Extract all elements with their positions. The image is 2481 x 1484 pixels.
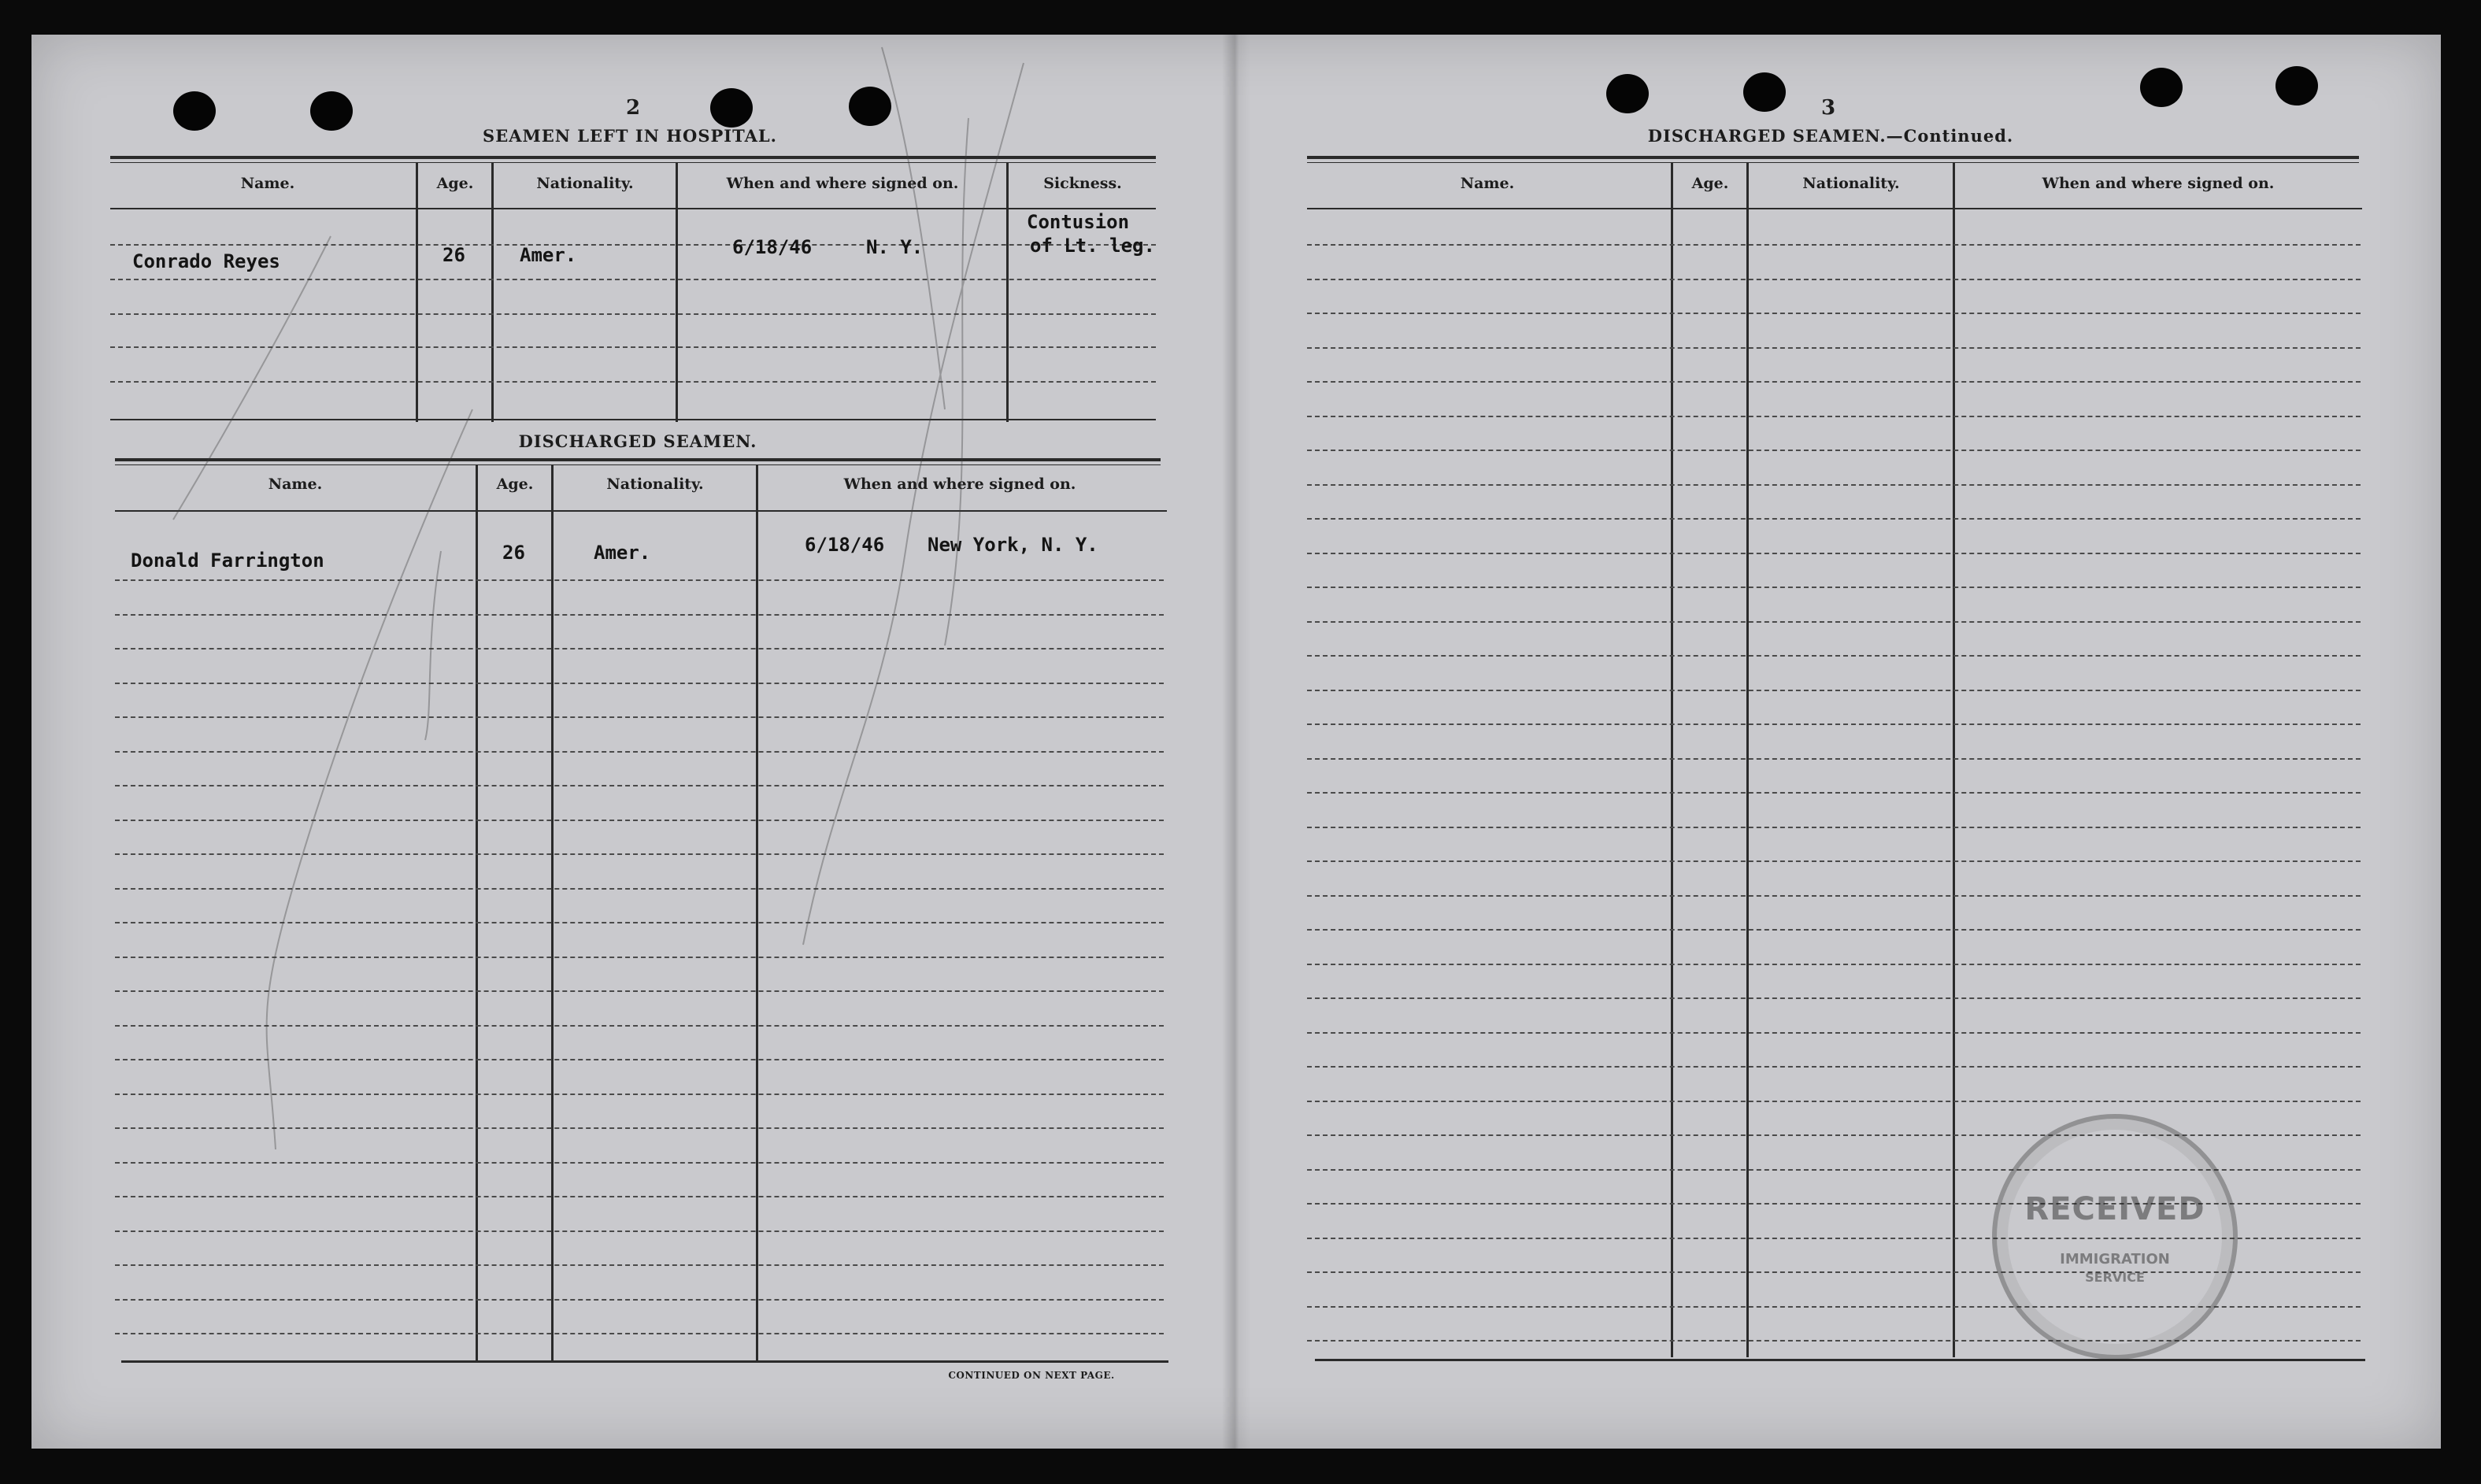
discharged-top-rule	[115, 458, 1161, 461]
punch-hole	[710, 88, 753, 128]
discharged-col-name: Name.	[268, 476, 323, 493]
row-line	[115, 1264, 1164, 1266]
row-line	[1307, 860, 2361, 862]
row-line	[1307, 655, 2361, 657]
hospital-col-signed-on: When and where signed on.	[726, 175, 959, 192]
hospital-divider	[416, 162, 418, 422]
row-line	[1307, 621, 2361, 623]
discharged-col-signed-on: When and where signed on.	[843, 476, 1076, 493]
right-top-rule-thin	[1307, 162, 2359, 163]
row-line	[1307, 381, 2361, 383]
row-line	[1307, 553, 2361, 554]
row-line	[1307, 723, 2361, 725]
discharged-divider	[756, 464, 758, 1360]
row-line	[1307, 997, 2361, 999]
punch-hole	[1743, 72, 1786, 112]
hospital-entry-age: 26	[443, 244, 465, 266]
page-number-left: 2	[625, 96, 641, 120]
punch-hole	[2275, 66, 2318, 105]
hospital-row-line	[110, 313, 1156, 315]
discharged-entry-nationality: Amer.	[594, 542, 651, 564]
discharged-divider	[476, 464, 478, 1360]
row-line	[115, 648, 1164, 649]
hospital-col-age: Age.	[436, 175, 474, 192]
punch-hole	[310, 91, 353, 131]
row-line	[115, 1094, 1164, 1095]
hospital-section-title: SEAMEN LEFT IN HOSPITAL.	[483, 126, 777, 146]
hospital-divider	[676, 162, 678, 422]
hospital-entry-name: Conrado Reyes	[132, 250, 280, 272]
punch-hole	[1606, 74, 1649, 113]
row-line	[1307, 313, 2361, 314]
row-line	[115, 990, 1164, 992]
right-divider	[1953, 162, 1955, 1357]
row-line	[115, 820, 1164, 821]
row-line	[1307, 1066, 2361, 1068]
row-line	[115, 1127, 1164, 1129]
right-top-rule	[1307, 156, 2359, 159]
discharged-entry-name: Donald Farrington	[131, 550, 324, 572]
discharged-header-rule	[115, 510, 1167, 512]
discharged-col-age: Age.	[496, 476, 534, 493]
continued-note: CONTINUED ON NEXT PAGE.	[948, 1370, 1115, 1381]
row-line	[115, 1059, 1164, 1060]
hospital-top-rule-thin	[110, 162, 1156, 163]
hospital-col-nationality: Nationality.	[536, 175, 634, 192]
hospital-entry-signed-date: 6/18/46	[732, 236, 813, 258]
row-line	[115, 785, 1164, 786]
row-line	[115, 853, 1164, 855]
row-line	[1307, 587, 2361, 588]
row-line	[1307, 792, 2361, 794]
row-line	[1307, 929, 2361, 931]
row-line	[1307, 279, 2361, 280]
hospital-row-line	[110, 346, 1156, 348]
hospital-entry-sickness-line2: of Lt. leg.	[1030, 235, 1155, 257]
discharged-divider	[551, 464, 554, 1360]
page-fold	[1222, 35, 1250, 1449]
hospital-entry-signed-place: N. Y.	[866, 236, 924, 258]
discharged-entry-age: 26	[502, 542, 525, 564]
row-line	[115, 1230, 1164, 1232]
stamp-line2-text: IMMIGRATION	[2060, 1251, 2170, 1268]
right-col-name: Name.	[1460, 175, 1515, 192]
discharged-section-title: DISCHARGED SEAMEN.	[518, 431, 757, 451]
row-line	[115, 683, 1164, 684]
right-divider	[1671, 162, 1673, 1357]
row-line	[1307, 964, 2361, 965]
right-col-age: Age.	[1691, 175, 1729, 192]
row-line	[115, 614, 1164, 616]
row-line	[1307, 347, 2361, 349]
hospital-divider	[491, 162, 494, 422]
discharged-bottom-rule	[121, 1360, 1168, 1363]
row-line	[115, 579, 1164, 581]
discharged-top-rule-thin	[115, 464, 1161, 465]
stamp-main-text: RECEIVED	[2024, 1191, 2205, 1227]
row-line	[1307, 1134, 2361, 1136]
row-line	[115, 888, 1164, 890]
hospital-entry-sickness-line1: Contusion	[1027, 211, 1130, 233]
row-line	[115, 1333, 1164, 1334]
row-line	[1307, 244, 2361, 246]
row-line	[1307, 1032, 2361, 1034]
punch-hole	[173, 91, 216, 131]
row-line	[115, 1025, 1164, 1027]
row-line	[115, 1299, 1164, 1301]
hospital-col-name: Name.	[240, 175, 295, 192]
discharged-entry-signed-place: New York, N. Y.	[928, 534, 1098, 556]
right-section-title: DISCHARGED SEAMEN.—Continued.	[1647, 126, 2014, 146]
right-col-signed-on: When and where signed on.	[2042, 175, 2275, 192]
hospital-col-sickness: Sickness.	[1043, 175, 1122, 192]
received-stamp	[1992, 1114, 2238, 1360]
row-line	[1307, 1340, 2361, 1342]
row-line	[115, 1196, 1164, 1197]
row-line	[1307, 895, 2361, 897]
row-line	[115, 716, 1164, 718]
hospital-row-line	[110, 244, 1156, 246]
hospital-row-line	[110, 279, 1156, 280]
hospital-top-rule	[110, 156, 1156, 159]
punch-hole	[849, 87, 891, 126]
row-line	[115, 922, 1164, 923]
row-line	[115, 1162, 1164, 1164]
row-line	[1307, 450, 2361, 451]
right-bottom-rule	[1315, 1359, 2365, 1361]
page-number-right: 3	[1820, 96, 1836, 120]
discharged-entry-signed-date: 6/18/46	[805, 534, 885, 556]
punch-hole	[2140, 68, 2183, 107]
discharged-col-nationality: Nationality.	[606, 476, 704, 493]
right-header-rule	[1307, 208, 2362, 209]
row-line	[1307, 1101, 2361, 1102]
right-col-nationality: Nationality.	[1802, 175, 1900, 192]
hospital-header-rule	[110, 208, 1156, 209]
hospital-entry-nationality: Amer.	[520, 244, 577, 266]
row-line	[115, 751, 1164, 753]
row-line	[1307, 416, 2361, 417]
right-divider	[1746, 162, 1749, 1357]
row-line	[1307, 518, 2361, 520]
hospital-divider	[1006, 162, 1009, 422]
row-line	[1307, 690, 2361, 691]
hospital-row-line	[110, 381, 1156, 383]
stamp-line3-text: SERVICE	[2085, 1270, 2145, 1285]
row-line	[1307, 827, 2361, 828]
row-line	[115, 957, 1164, 958]
hospital-bottom-rule	[110, 419, 1156, 420]
row-line	[1307, 484, 2361, 486]
row-line	[1307, 758, 2361, 760]
